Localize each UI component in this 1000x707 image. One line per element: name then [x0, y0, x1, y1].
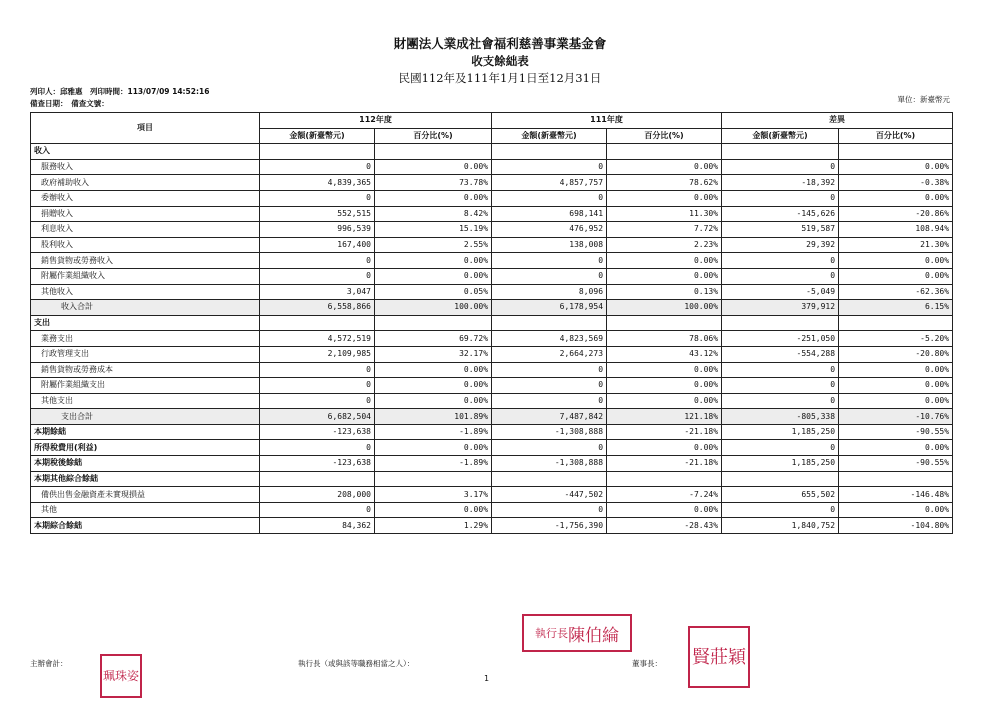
table-row: [31, 346, 953, 362]
amount-cell: 0: [722, 253, 839, 269]
currency-unit: 單位：新臺幣元: [897, 95, 950, 104]
table-row: [31, 284, 953, 300]
row-label: 收入: [31, 144, 260, 160]
executive-signature-label: 執行長（或與該等職務相當之人）：: [298, 659, 415, 668]
table-row: [31, 409, 953, 425]
row-label: 附屬作業組織支出: [31, 378, 260, 394]
executive-seal: [522, 614, 632, 652]
table-row: [31, 456, 953, 472]
row-label: 備供出售金融資產未實現損益: [31, 487, 260, 503]
amount-cell: 0: [722, 440, 839, 456]
amount-cell: 0: [722, 378, 839, 394]
table-row: [31, 471, 953, 487]
table-row: [31, 424, 953, 440]
filing-info: 備查日期： 備查文號：: [30, 99, 109, 108]
percent-cell: 0.00%: [375, 253, 492, 269]
amount-cell: 0: [722, 362, 839, 378]
table-row: [31, 440, 953, 456]
amount-cell: [722, 471, 839, 487]
amount-cell: 0: [492, 190, 607, 206]
amount-cell: 655,502: [722, 487, 839, 503]
amount-cell: -554,288: [722, 346, 839, 362]
row-label: 政府補助收入: [31, 175, 260, 191]
amount-cell: 6,558,866: [260, 300, 375, 316]
amount-cell: 84,362: [260, 518, 375, 534]
table-row: [31, 300, 953, 316]
table-row: [31, 159, 953, 175]
chairman-signature-label: 董事長：: [632, 659, 662, 668]
percent-cell: 0.00%: [375, 362, 492, 378]
table-row: [31, 487, 953, 503]
amount-cell: -145,626: [722, 206, 839, 222]
percent-cell: 0.00%: [607, 378, 722, 394]
table-row: [31, 268, 953, 284]
percent-cell: -90.55%: [839, 456, 953, 472]
amount-cell: [492, 315, 607, 331]
amount-cell: [492, 471, 607, 487]
row-label: 股利收入: [31, 237, 260, 253]
amount-cell: 4,857,757: [492, 175, 607, 191]
amount-cell: 0: [492, 440, 607, 456]
table-row: [31, 393, 953, 409]
amount-cell: 3,047: [260, 284, 375, 300]
table-row: [31, 378, 953, 394]
amount-cell: 6,682,504: [260, 409, 375, 425]
table-row: [31, 315, 953, 331]
document-title: 收支餘絀表: [471, 54, 529, 68]
percent-cell: 0.00%: [375, 268, 492, 284]
amount-cell: -1,308,888: [492, 424, 607, 440]
percent-cell: [839, 144, 953, 160]
percent-cell: 11.30%: [607, 206, 722, 222]
chairman-seal: 賢莊穎: [688, 626, 750, 688]
statement-body: [31, 144, 953, 534]
percent-cell: 73.78%: [375, 175, 492, 191]
row-label: 銷售貨物或勞務收入: [31, 253, 260, 269]
amount-cell: 2,109,985: [260, 346, 375, 362]
amount-cell: 698,141: [492, 206, 607, 222]
amount-cell: -18,392: [722, 175, 839, 191]
amount-cell: -123,638: [260, 424, 375, 440]
table-row: [31, 331, 953, 347]
row-label: 委辦收入: [31, 190, 260, 206]
percent-cell: 78.62%: [607, 175, 722, 191]
row-label: 附屬作業組織收入: [31, 268, 260, 284]
percent-cell: -62.36%: [839, 284, 953, 300]
amount-cell: 519,587: [722, 222, 839, 238]
percent-cell: 0.00%: [607, 362, 722, 378]
table-row: [31, 206, 953, 222]
percent-cell: -7.24%: [607, 487, 722, 503]
accountant-signature-label: 主辦會計：: [30, 659, 68, 668]
percent-cell: 8.42%: [375, 206, 492, 222]
percent-cell: 0.00%: [839, 362, 953, 378]
column-header-111: 111年度: [492, 113, 722, 129]
amount-cell: 1,185,250: [722, 456, 839, 472]
amount-cell: 0: [260, 502, 375, 518]
table-row: [31, 190, 953, 206]
percent-cell: -1.89%: [375, 456, 492, 472]
percent-cell: 2.55%: [375, 237, 492, 253]
percent-cell: [839, 315, 953, 331]
row-label: 支出: [31, 315, 260, 331]
column-header-percent: 百分比(%): [607, 128, 722, 144]
percent-cell: -1.89%: [375, 424, 492, 440]
percent-cell: 0.00%: [839, 159, 953, 175]
amount-cell: 0: [260, 253, 375, 269]
percent-cell: 0.00%: [375, 440, 492, 456]
percent-cell: 0.00%: [607, 190, 722, 206]
amount-cell: 0: [492, 159, 607, 175]
amount-cell: [260, 471, 375, 487]
amount-cell: 0: [260, 190, 375, 206]
table-row: [31, 362, 953, 378]
amount-cell: 0: [722, 393, 839, 409]
amount-cell: 2,664,273: [492, 346, 607, 362]
percent-cell: 3.17%: [375, 487, 492, 503]
print-info: 列印人：邱雅惠 列印時間：113/07/09 14:52:16: [30, 87, 210, 96]
row-label: 捐贈收入: [31, 206, 260, 222]
row-label: 利息收入: [31, 222, 260, 238]
report-period: 民國112年及111年1月1日至12月31日: [398, 71, 602, 85]
percent-cell: 21.30%: [839, 237, 953, 253]
amount-cell: 0: [260, 362, 375, 378]
percent-cell: 0.00%: [375, 393, 492, 409]
percent-cell: 100.00%: [375, 300, 492, 316]
percent-cell: 15.19%: [375, 222, 492, 238]
column-header-amount: 金額(新臺幣元): [492, 128, 607, 144]
percent-cell: 0.00%: [607, 393, 722, 409]
row-label: 收入合計: [31, 300, 260, 316]
amount-cell: 0: [492, 268, 607, 284]
amount-cell: 0: [722, 159, 839, 175]
table-row: [31, 237, 953, 253]
column-header-percent: 百分比(%): [839, 128, 953, 144]
amount-cell: 29,392: [722, 237, 839, 253]
percent-cell: 2.23%: [607, 237, 722, 253]
amount-cell: 0: [492, 253, 607, 269]
percent-cell: -20.80%: [839, 346, 953, 362]
organization-name: 財團法人業成社會福利慈善事業基金會: [393, 36, 607, 51]
column-header-item: 項目: [31, 113, 260, 144]
percent-cell: -90.55%: [839, 424, 953, 440]
amount-cell: [722, 144, 839, 160]
amount-cell: 0: [492, 378, 607, 394]
amount-cell: -251,050: [722, 331, 839, 347]
percent-cell: 0.00%: [839, 253, 953, 269]
amount-cell: 996,539: [260, 222, 375, 238]
amount-cell: 379,912: [722, 300, 839, 316]
column-header-diff: 差異: [722, 113, 953, 129]
amount-cell: 0: [722, 268, 839, 284]
percent-cell: 7.72%: [607, 222, 722, 238]
amount-cell: [492, 144, 607, 160]
amount-cell: 4,839,365: [260, 175, 375, 191]
amount-cell: 0: [492, 393, 607, 409]
amount-cell: 0: [492, 362, 607, 378]
amount-cell: 0: [260, 393, 375, 409]
row-label: 銷售貨物或勞務成本: [31, 362, 260, 378]
table-row: [31, 253, 953, 269]
amount-cell: 0: [722, 502, 839, 518]
amount-cell: 8,096: [492, 284, 607, 300]
amount-cell: 0: [260, 378, 375, 394]
row-label: 其他: [31, 502, 260, 518]
amount-cell: -5,049: [722, 284, 839, 300]
amount-cell: 6,178,954: [492, 300, 607, 316]
amount-cell: 7,487,842: [492, 409, 607, 425]
amount-cell: -1,308,888: [492, 456, 607, 472]
percent-cell: -10.76%: [839, 409, 953, 425]
amount-cell: 0: [722, 190, 839, 206]
amount-cell: 0: [260, 440, 375, 456]
amount-cell: 138,008: [492, 237, 607, 253]
amount-cell: 1,185,250: [722, 424, 839, 440]
row-label: 本期餘絀: [31, 424, 260, 440]
percent-cell: 101.89%: [375, 409, 492, 425]
percent-cell: 32.17%: [375, 346, 492, 362]
amount-cell: 0: [260, 159, 375, 175]
percent-cell: 0.13%: [607, 284, 722, 300]
amount-cell: 476,952: [492, 222, 607, 238]
amount-cell: [722, 315, 839, 331]
percent-cell: 108.94%: [839, 222, 953, 238]
amount-cell: -1,756,390: [492, 518, 607, 534]
percent-cell: 0.05%: [375, 284, 492, 300]
percent-cell: 78.06%: [607, 331, 722, 347]
percent-cell: -0.38%: [839, 175, 953, 191]
percent-cell: [607, 471, 722, 487]
row-label: 本期其他綜合餘絀: [31, 471, 260, 487]
percent-cell: -20.86%: [839, 206, 953, 222]
percent-cell: 0.00%: [375, 159, 492, 175]
percent-cell: 0.00%: [607, 268, 722, 284]
row-label: 本期稅後餘絀: [31, 456, 260, 472]
percent-cell: 100.00%: [607, 300, 722, 316]
row-label: 本期綜合餘絀: [31, 518, 260, 534]
percent-cell: 0.00%: [839, 268, 953, 284]
row-label: 業務支出: [31, 331, 260, 347]
table-row: [31, 518, 953, 534]
amount-cell: 1,840,752: [722, 518, 839, 534]
percent-cell: -5.20%: [839, 331, 953, 347]
percent-cell: 43.12%: [607, 346, 722, 362]
percent-cell: 0.00%: [375, 378, 492, 394]
percent-cell: [375, 471, 492, 487]
executive-seal-prefix: 執行長: [535, 627, 568, 640]
percent-cell: 0.00%: [607, 253, 722, 269]
column-header-112: 112年度: [260, 113, 492, 129]
percent-cell: [375, 144, 492, 160]
accountant-seal: 珮珠姿: [100, 654, 142, 698]
percent-cell: -21.18%: [607, 424, 722, 440]
column-header-amount: 金額(新臺幣元): [260, 128, 375, 144]
percent-cell: -104.80%: [839, 518, 953, 534]
percent-cell: 0.00%: [839, 440, 953, 456]
amount-cell: 167,400: [260, 237, 375, 253]
percent-cell: [375, 315, 492, 331]
table-row: [31, 222, 953, 238]
percent-cell: 0.00%: [839, 378, 953, 394]
amount-cell: 4,823,569: [492, 331, 607, 347]
row-label: 其他收入: [31, 284, 260, 300]
percent-cell: 0.00%: [607, 159, 722, 175]
percent-cell: [607, 315, 722, 331]
page-number: 1: [484, 674, 490, 683]
percent-cell: 121.18%: [607, 409, 722, 425]
percent-cell: [607, 144, 722, 160]
amount-cell: 0: [492, 502, 607, 518]
percent-cell: 6.15%: [839, 300, 953, 316]
amount-cell: 208,000: [260, 487, 375, 503]
percent-cell: 0.00%: [375, 502, 492, 518]
percent-cell: 0.00%: [607, 440, 722, 456]
table-row: [31, 502, 953, 518]
amount-cell: -123,638: [260, 456, 375, 472]
percent-cell: 0.00%: [607, 502, 722, 518]
row-label: 服務收入: [31, 159, 260, 175]
amount-cell: -447,502: [492, 487, 607, 503]
column-header-percent: 百分比(%): [375, 128, 492, 144]
row-label: 其他支出: [31, 393, 260, 409]
column-header-amount: 金額(新臺幣元): [722, 128, 839, 144]
percent-cell: 0.00%: [839, 393, 953, 409]
percent-cell: 69.72%: [375, 331, 492, 347]
amount-cell: 4,572,519: [260, 331, 375, 347]
executive-seal-name: 陳伯綸: [568, 625, 619, 646]
amount-cell: [260, 144, 375, 160]
amount-cell: 552,515: [260, 206, 375, 222]
row-label: 行政管理支出: [31, 346, 260, 362]
percent-cell: -21.18%: [607, 456, 722, 472]
statement-table: [30, 112, 953, 534]
amount-cell: [260, 315, 375, 331]
percent-cell: [839, 471, 953, 487]
row-label: 所得稅費用(利益): [31, 440, 260, 456]
table-row: [31, 175, 953, 191]
amount-cell: 0: [260, 268, 375, 284]
percent-cell: 0.00%: [839, 190, 953, 206]
percent-cell: 0.00%: [839, 502, 953, 518]
amount-cell: -805,338: [722, 409, 839, 425]
row-label: 支出合計: [31, 409, 260, 425]
percent-cell: -28.43%: [607, 518, 722, 534]
table-row: [31, 144, 953, 160]
percent-cell: 0.00%: [375, 190, 492, 206]
percent-cell: -146.48%: [839, 487, 953, 503]
percent-cell: 1.29%: [375, 518, 492, 534]
